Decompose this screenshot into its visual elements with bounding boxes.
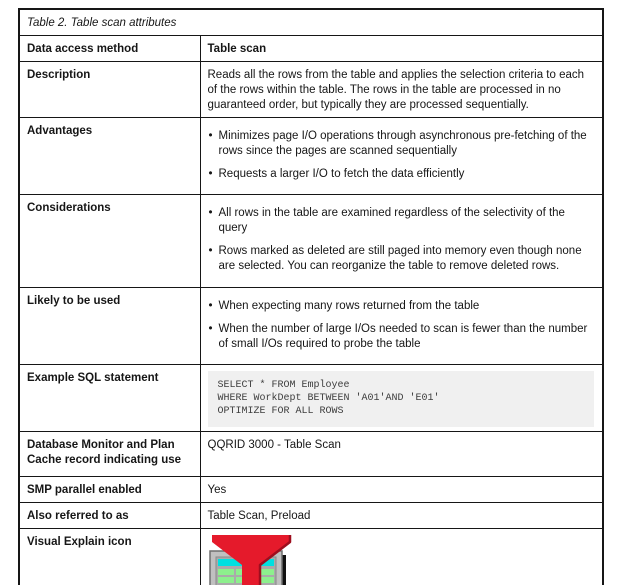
considerations-list	[208, 206, 595, 274]
row-label-visual-explain: Visual Explain icon	[19, 529, 200, 585]
code-line: WHERE WorkDept BETWEEN 'A01'AND 'E01'	[217, 393, 440, 404]
example-sql-cell	[200, 365, 603, 432]
likely-to-be-used-list	[208, 299, 595, 352]
monitor-record-value: QQRID 3000 - Table Scan	[200, 432, 603, 477]
bullet-item: • Rows marked as deleted are still paged into memory even though none are selected. You can reorganize the table to remove deleted rows.	[208, 244, 595, 274]
table-scan-icon	[208, 535, 294, 585]
description-text: Reads all the rows from the table and applies the selection criteria to each of the rows within the table. The rows in the table are processed in no guaranteed order, but typically they are processed sequentially.	[207, 69, 585, 111]
row-label-likely-to-be-used: Likely to be used	[19, 288, 200, 365]
bullet-item: • When expecting many rows returned from the table	[208, 299, 595, 314]
row-label-considerations: Considerations	[19, 195, 200, 288]
column-header-table-scan: Table scan	[200, 36, 603, 62]
row-label-smp-parallel: SMP parallel enabled	[19, 477, 200, 503]
bullet-item: • All rows in the table are examined regardless of the selectivity of the query	[208, 206, 595, 236]
smp-parallel-value: Yes	[200, 477, 603, 503]
row-label-monitor-record: Database Monitor and Plan Cache record indicating use	[19, 432, 200, 477]
bullet-item: • Minimizes page I/O operations through asynchronous pre-fetching of the rows since the pages are scanned sequentially	[208, 129, 595, 159]
row-label-example-sql: Example SQL statement	[19, 365, 200, 432]
code-line: SELECT * FROM Employee	[217, 380, 350, 391]
row-label-description: Description	[19, 62, 200, 118]
row-label-advantages: Advantages	[19, 118, 200, 195]
visual-explain-icon-cell	[200, 529, 603, 585]
sql-code-block	[208, 371, 595, 427]
code-line: OPTIMIZE FOR ALL ROWS	[217, 406, 344, 417]
table-scan-attributes-table	[18, 8, 604, 585]
also-referred-value: Table Scan, Preload	[200, 503, 603, 529]
advantages-list	[208, 129, 595, 182]
considerations-cell	[200, 195, 603, 288]
row-label-also-referred: Also referred to as	[19, 503, 200, 529]
table-caption: Table 2. Table scan attributes	[19, 9, 603, 36]
bullet-item: • When the number of large I/Os needed to scan is fewer than the number of small I/Os required to probe the table	[208, 322, 595, 352]
advantages-cell	[200, 118, 603, 195]
description-cell	[200, 62, 603, 118]
bullet-item: • Requests a larger I/O to fetch the data efficiently	[208, 167, 595, 182]
likely-to-be-used-cell	[200, 288, 603, 365]
column-header-data-access-method: Data access method	[19, 36, 200, 62]
